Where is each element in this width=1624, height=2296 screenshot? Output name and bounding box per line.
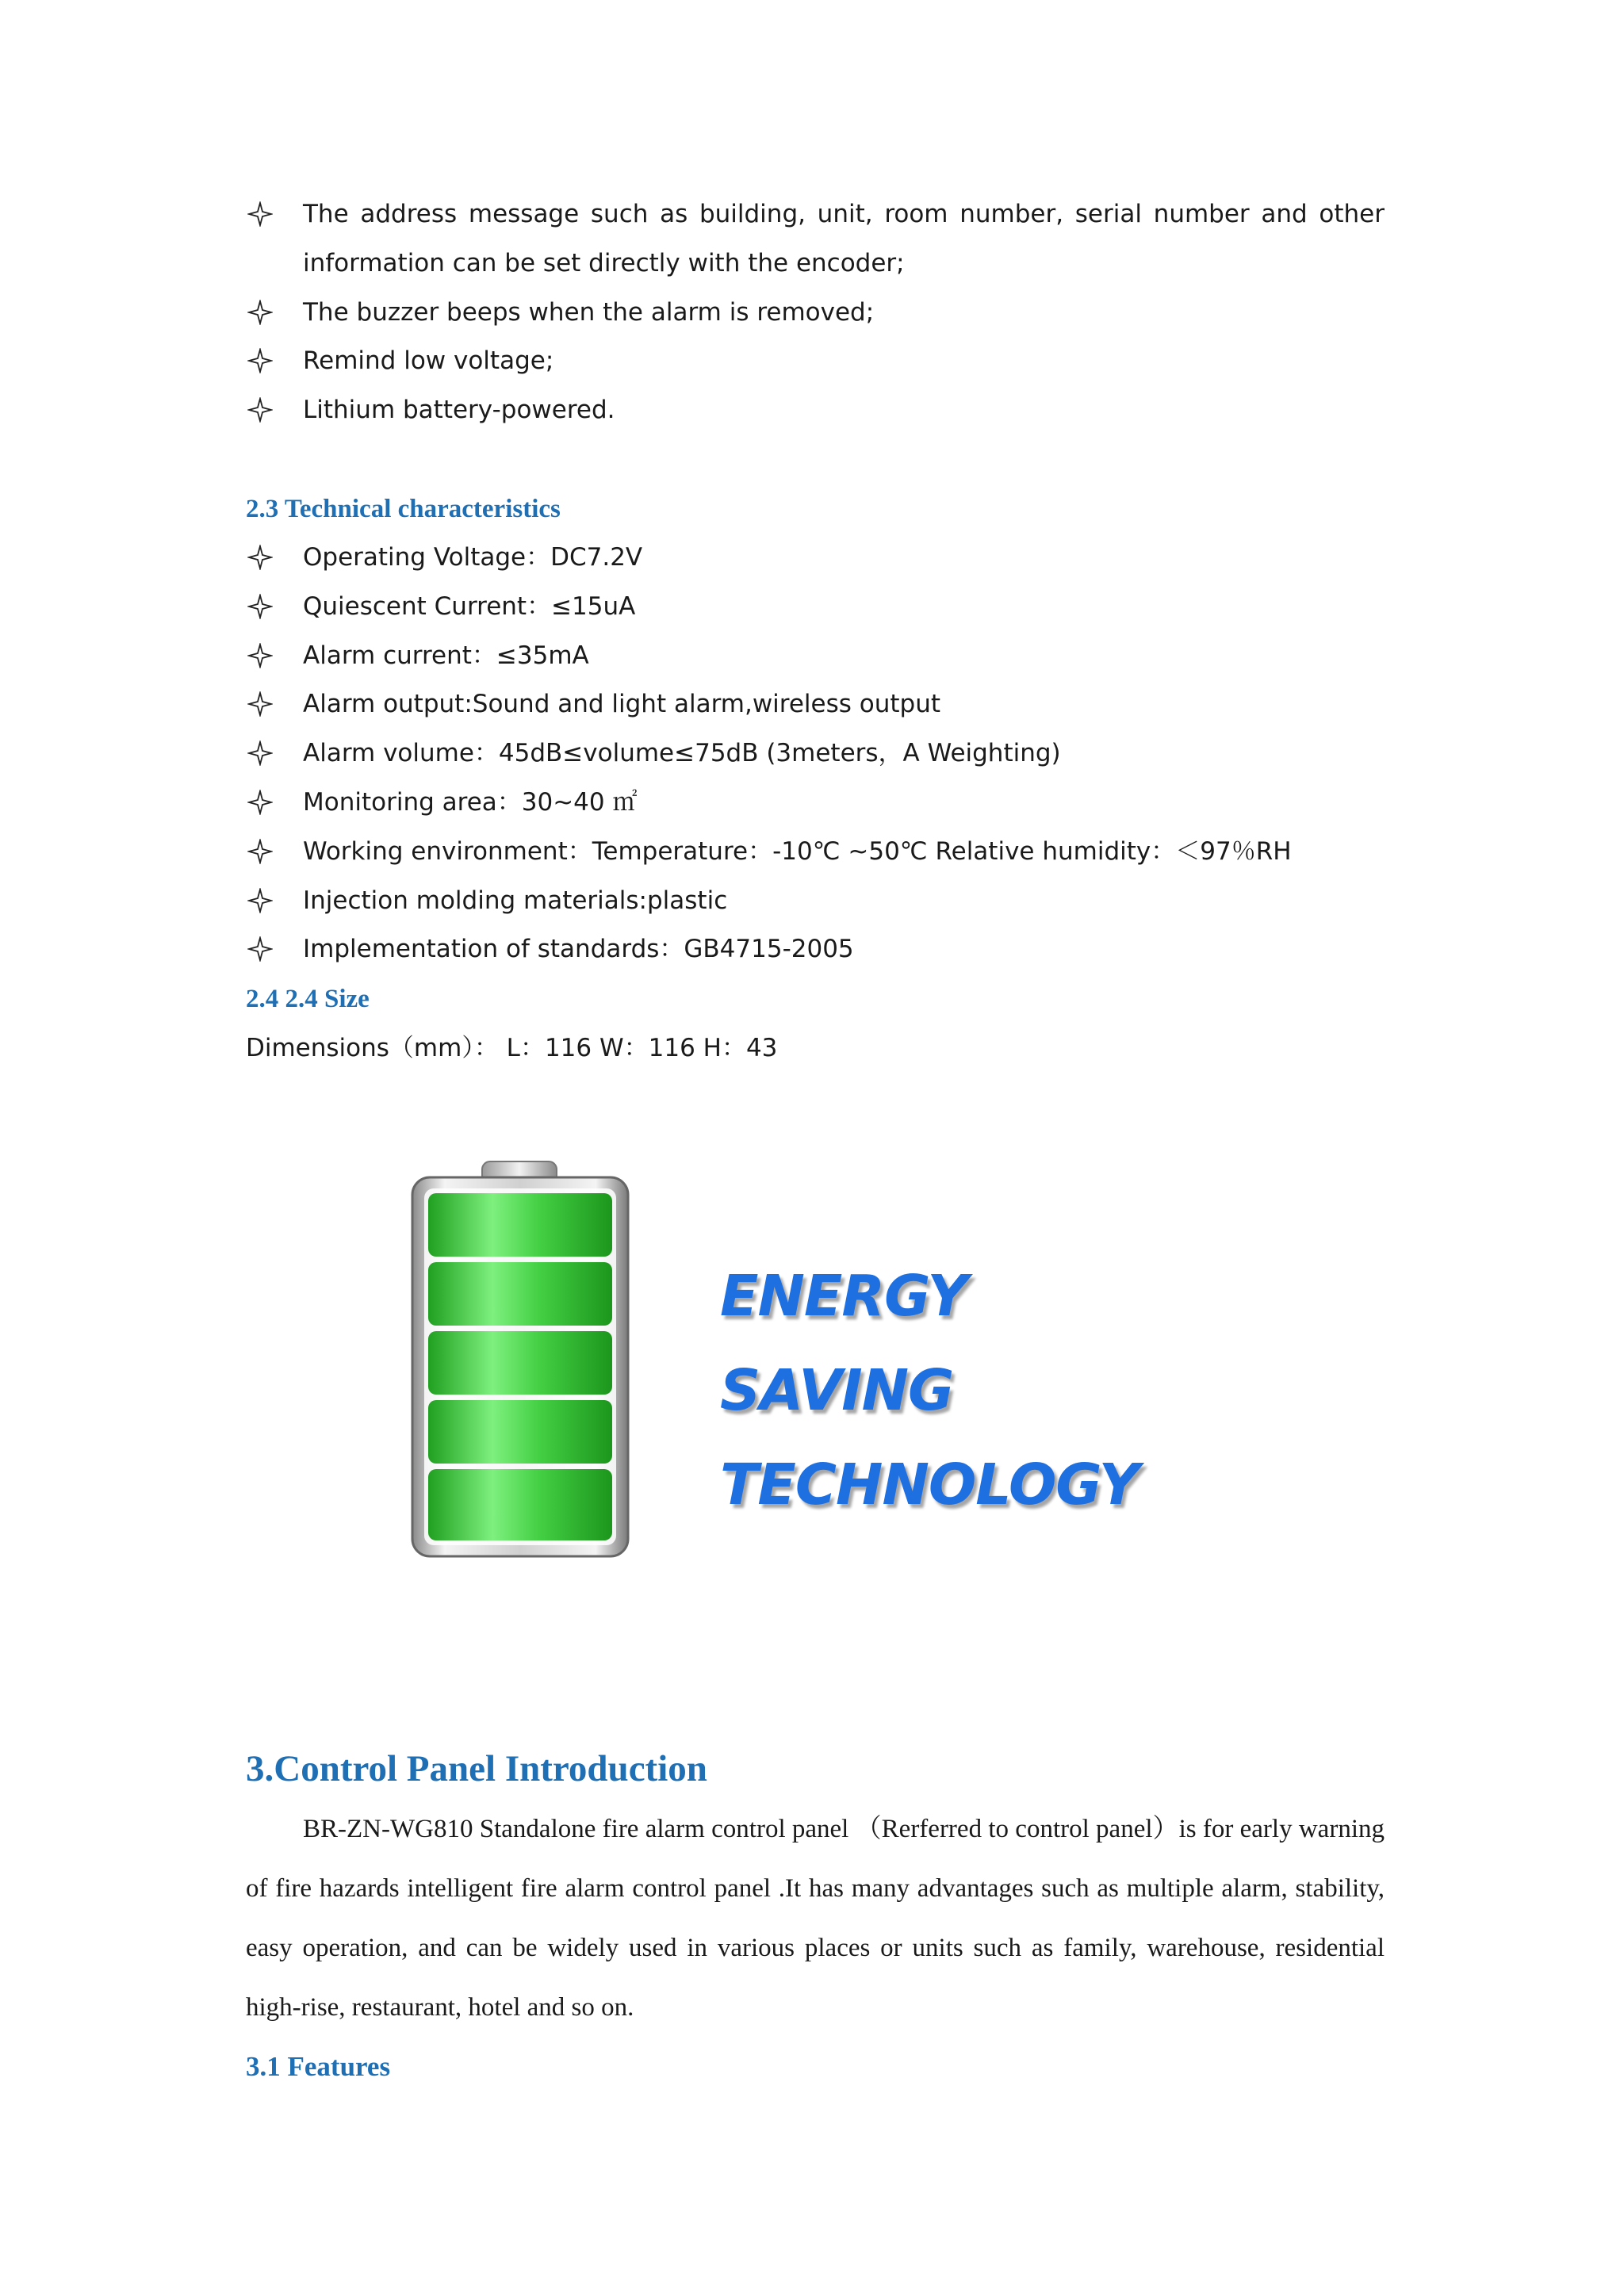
battery-icon	[389, 1154, 650, 1566]
four-point-star-icon	[247, 643, 273, 668]
list-item	[246, 632, 1385, 681]
caption-line-1: ENERGY SAVING	[720, 1263, 967, 1423]
list-item-text: Implementation of standards：GB4715-2005	[303, 935, 854, 964]
list-item-text: Working environment：Temperature：-10℃ ~50℃ Relative humidity：＜97％RH	[303, 836, 1292, 866]
four-point-star-icon	[247, 397, 273, 423]
four-point-star-icon	[247, 839, 273, 864]
four-point-star-icon	[247, 790, 273, 815]
list-item	[246, 190, 1385, 289]
list-item-text: Alarm current：≤35mA	[303, 641, 589, 670]
list-item-text: The buzzer beeps when the alarm is removed;	[303, 297, 875, 327]
energy-saving-figure	[373, 1154, 1197, 1566]
four-point-star-icon	[247, 545, 273, 570]
list-item-text: Remind low voltage;	[303, 346, 554, 376]
list-item-text: The address message such as building, unit, room number, serial number and other information can be set directly with the encoder;	[303, 200, 1385, 277]
section-heading: 3.Control Panel Introduction	[246, 1748, 707, 1789]
list-item	[246, 680, 1385, 729]
four-point-star-icon	[247, 300, 273, 325]
four-point-star-icon	[247, 740, 273, 766]
four-point-star-icon	[247, 888, 273, 913]
four-point-star-icon	[247, 594, 273, 619]
list-item-text: Alarm output:Sound and light alarm,wireless output	[303, 690, 941, 719]
list-item	[246, 729, 1385, 779]
features-heading: 3.1 Features	[246, 2051, 391, 2082]
list-item	[246, 534, 1385, 583]
list-item	[246, 828, 1385, 877]
features-continued-list	[246, 190, 1385, 435]
control-panel-section	[246, 1741, 1385, 2096]
list-item	[246, 583, 1385, 632]
list-item	[246, 386, 1385, 435]
four-point-star-icon	[247, 691, 273, 717]
list-item-text: Monitoring area：30~40 ㎡	[303, 787, 638, 817]
list-item	[246, 925, 1385, 974]
intro-paragraph: BR-ZN-WG810 Standalone fire alarm control panel （Rerferred to control panel）is for early warning of fire hazards intelligent fire alarm control panel .It has many advantages such as multiple alarm, stability, easy operation, and can be widely used in various places or units such as family, warehouse, residential high-rise, restaurant, hotel and so on.	[246, 1815, 1385, 2022]
list-item-text: Lithium battery-powered.	[303, 396, 615, 425]
list-item	[246, 779, 1385, 828]
tech-list	[246, 534, 1385, 974]
list-item-text: Operating Voltage：DC7.2V	[303, 542, 643, 572]
list-item	[246, 337, 1385, 386]
four-point-star-icon	[247, 348, 273, 373]
four-point-star-icon	[247, 201, 273, 227]
list-item	[246, 877, 1385, 926]
dimensions-text: Dimensions（mm）： L：116 W：116 H：43	[246, 1034, 778, 1063]
caption-line-2: TECHNOLOGY	[720, 1452, 1139, 1517]
list-item-text: Quiescent Current：≤15uA	[303, 591, 636, 621]
tech-heading: 2.3 Technical characteristics	[246, 494, 561, 523]
size-heading: 2.4 2.4 Size	[246, 985, 370, 1014]
list-item-text: Injection molding materials:plastic	[303, 886, 728, 915]
list-item-text: Alarm volume：45dB≤volume≤75dB (3meters，A Weighting)	[303, 739, 1061, 768]
four-point-star-icon	[247, 936, 273, 962]
list-item	[246, 289, 1385, 338]
page-content	[246, 190, 1385, 1073]
energy-saving-caption	[720, 1249, 1197, 1532]
